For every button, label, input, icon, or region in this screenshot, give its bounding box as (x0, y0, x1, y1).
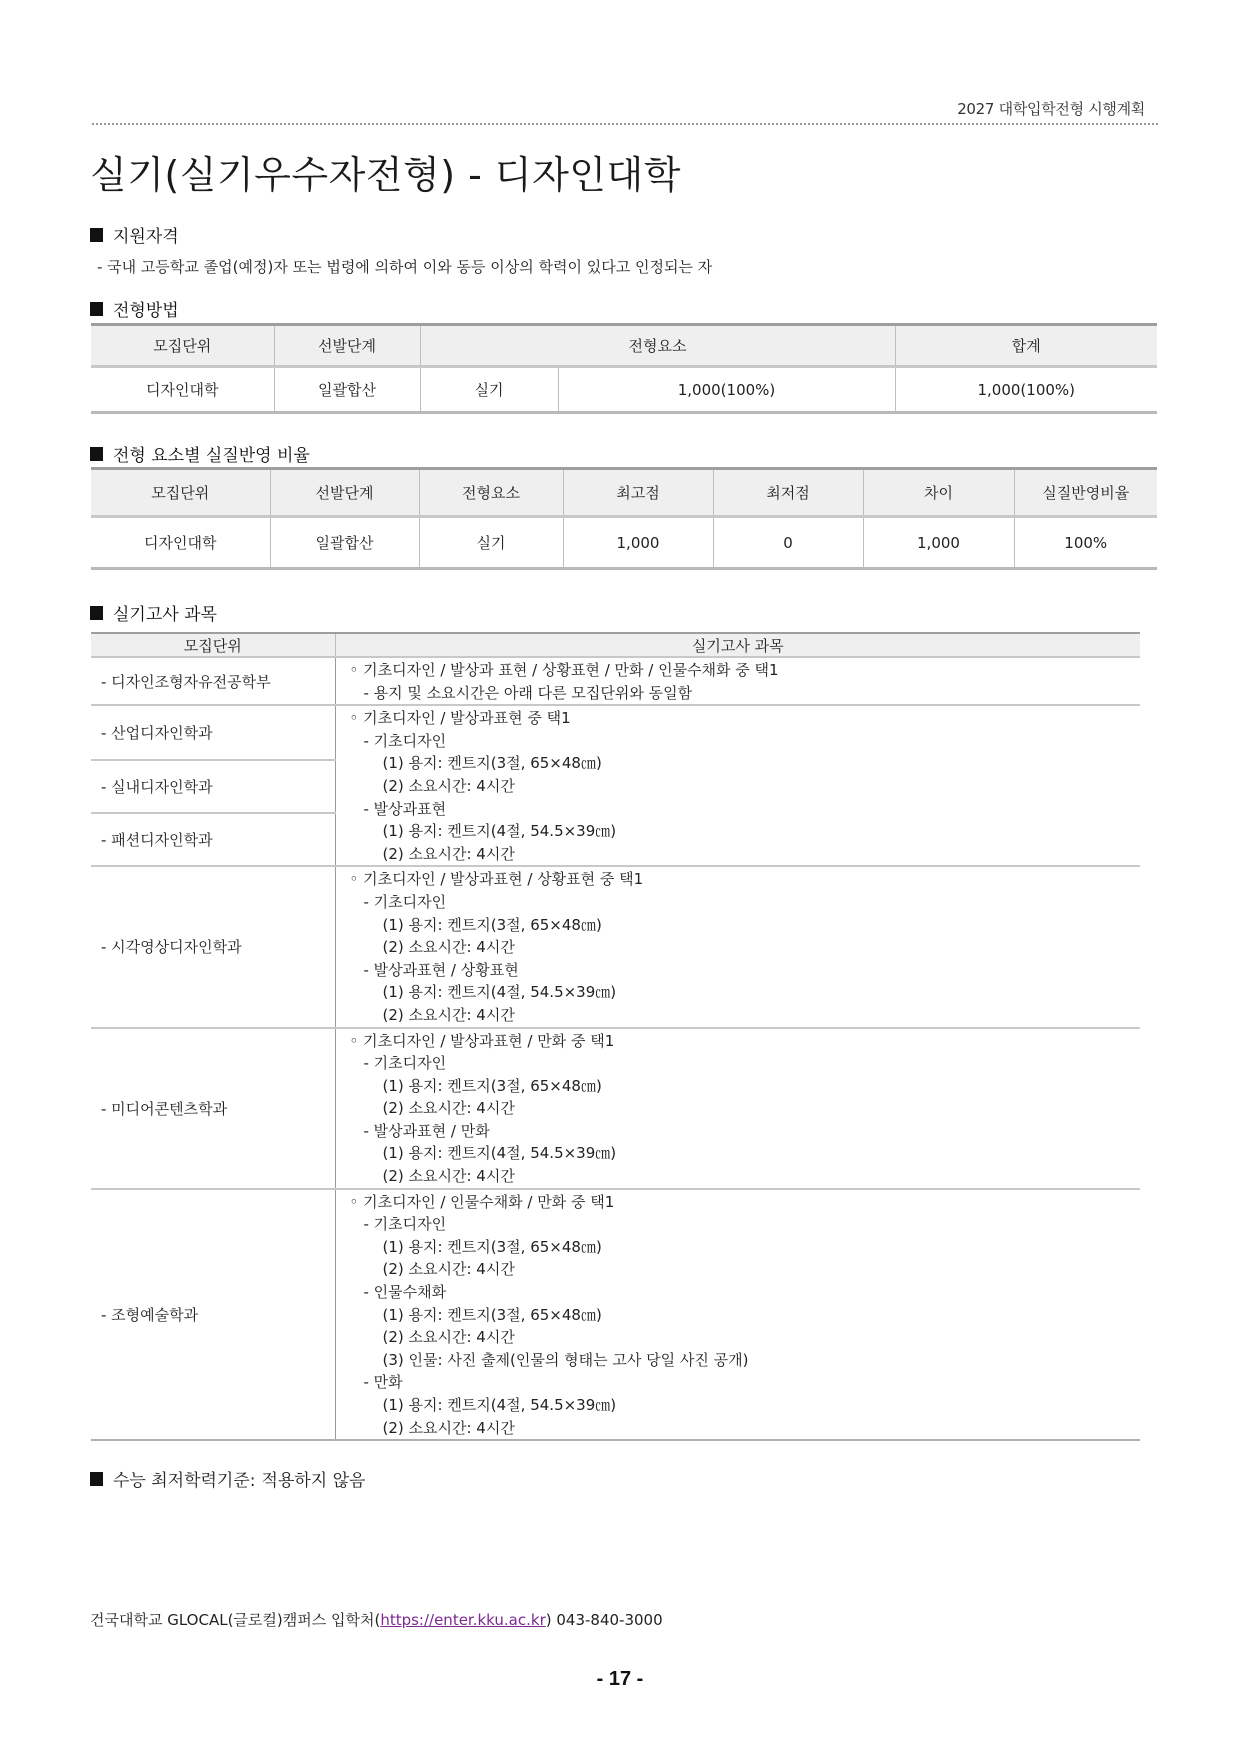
subject-line: - 발상과표현 (363, 799, 447, 818)
subject-line: (1) 용지: 켄트지(3절, 65×48㎝) (382, 1237, 602, 1256)
table-row (91, 866, 1140, 1027)
header-cell: 최저점 (713, 469, 863, 517)
table-header-row (91, 633, 1140, 657)
section-heading-eligibility (90, 222, 179, 247)
section-heading-practical-exam (90, 600, 217, 625)
section-heading-label: 전형 요소별 실질반영 비율 (113, 446, 310, 466)
subject-line: ◦ 기초디자인 / 발상과표현 중 택1 (349, 709, 571, 728)
subject-line: (2) 소요시간: 4시간 (382, 1167, 515, 1186)
cell-subjects (335, 705, 1140, 866)
header-cell: 전형요소 (419, 469, 563, 517)
cell-subjects (335, 1028, 1140, 1189)
subject-line: (1) 용지: 켄트지(3절, 65×48㎝) (382, 1305, 602, 1324)
selection-method-table (91, 323, 1157, 414)
cell-unit: - 실내디자인학과 (91, 760, 335, 813)
footer-org-suffix: ) 043-840-3000 (545, 1611, 663, 1629)
cell-total: 1,000(100%) (895, 367, 1157, 413)
subject-line: (2) 소요시간: 4시간 (382, 844, 515, 863)
table-row (91, 367, 1157, 413)
cell-unit: - 산업디자인학과 (91, 705, 335, 759)
cell-element: 실기 (420, 367, 558, 413)
footer-contact (90, 1609, 663, 1630)
subject-line: (1) 용지: 켄트지(4절, 54.5×39㎝) (382, 822, 617, 841)
subject-line: ◦ 기초디자인 / 발상과표현 / 만화 중 택1 (349, 1031, 615, 1050)
section-heading-label: 실기고사 과목 (113, 605, 217, 625)
cell-unit: - 조형예술학과 (91, 1189, 335, 1441)
subject-line: - 만화 (363, 1373, 403, 1392)
header-cell: 전형요소 (420, 325, 895, 367)
running-header: 2027 대학입학전형 시행계획 (957, 100, 1145, 118)
header-cell: 차이 (863, 469, 1014, 517)
page-title: 실기(실기우수자전형) - 디자인대학 (90, 153, 681, 197)
subject-line: - 인물수채화 (363, 1283, 447, 1302)
table-header-row (91, 325, 1157, 367)
subject-line: - 기초디자인 (363, 731, 447, 750)
table-row (91, 517, 1157, 569)
cell-subjects (335, 1189, 1140, 1441)
header-cell: 모집단위 (91, 325, 274, 367)
black-square-icon (90, 1472, 103, 1486)
cell-subjects (335, 866, 1140, 1027)
table-row (91, 657, 1140, 705)
subject-line: (1) 용지: 켄트지(4절, 54.5×39㎝) (382, 1396, 617, 1414)
table-header-row (91, 469, 1157, 517)
header-cell: 실기고사 과목 (335, 633, 1140, 657)
subject-line: ◦ 기초디자인 / 인물수채화 / 만화 중 택1 (349, 1192, 615, 1211)
header-divider (92, 123, 1158, 125)
cell-unit: - 디자인조형자유전공학부 (91, 657, 335, 705)
cell-min-score: 0 (713, 517, 863, 569)
page-number: - 17 - (596, 1668, 644, 1690)
subject-line: ◦ 기초디자인 / 발상과 표현 / 상황표현 / 만화 / 인물수채화 중 택1 (349, 661, 779, 679)
cell-unit: 디자인대학 (146, 381, 219, 399)
subject-line: - 기초디자인 (363, 892, 447, 911)
header-cell: 최고점 (563, 469, 713, 517)
subject-line: (2) 소요시간: 4시간 (382, 1005, 515, 1024)
section-heading-label: 전형방법 (113, 301, 179, 321)
subject-line: (2) 소요시간: 4시간 (382, 938, 515, 957)
csat-minimum-value: 적용하지 않음 (261, 1471, 366, 1491)
section-heading-effective-ratio (90, 441, 310, 466)
cell-element: 실기 (419, 517, 563, 569)
effective-ratio-table (91, 467, 1157, 570)
section-heading-selection-method (90, 296, 179, 321)
cell-subjects (335, 657, 1140, 705)
black-square-icon (90, 228, 103, 242)
subject-line: (1) 용지: 켄트지(3절, 65×48㎝) (382, 1076, 602, 1095)
subject-line: (3) 인물: 사진 출제(인물의 형태는 고사 당일 사진 공개) (382, 1350, 749, 1369)
section-heading-label: 지원자격 (113, 227, 179, 247)
subject-line: (1) 용지: 켄트지(3절, 65×48㎝) (382, 754, 602, 773)
subject-line: (2) 소요시간: 4시간 (382, 776, 515, 795)
header-cell: 선발단계 (274, 325, 420, 367)
subject-line: - 발상과표현 / 상황표현 (363, 960, 519, 979)
subject-line: - 기초디자인 (363, 1054, 447, 1073)
cell-stage: 일괄합산 (274, 367, 420, 413)
subject-line: (1) 용지: 켄트지(3절, 65×48㎝) (382, 915, 602, 934)
cell-unit: 디자인대학 (144, 534, 217, 552)
subject-line: (2) 소요시간: 4시간 (382, 1260, 515, 1279)
table-row (91, 1189, 1140, 1441)
subject-line: - 발상과표현 / 만화 (363, 1121, 490, 1140)
eligibility-text: - 국내 고등학교 졸업(예정)자 또는 법령에 의하여 이와 동등 이상의 학력이 있다고 인정되는 자 (97, 258, 713, 276)
subject-line: - 기초디자인 (363, 1215, 447, 1234)
csat-minimum-label: 수능 최저학력기준: (113, 1471, 256, 1491)
header-cell: 합계 (895, 325, 1157, 367)
cell-max-score: 1,000 (563, 517, 713, 569)
footer-org-prefix: 건국대학교 GLOCAL(글로컬)캠퍼스 입학처( (90, 1611, 381, 1629)
header-cell: 모집단위 (91, 633, 335, 657)
header-cell: 모집단위 (91, 469, 270, 517)
cell-effective-ratio: 100% (1014, 517, 1157, 569)
black-square-icon (90, 447, 103, 461)
cell-element-score: 1,000(100%) (558, 367, 895, 413)
black-square-icon (90, 302, 103, 316)
practical-exam-table (91, 632, 1140, 1441)
subject-line: (2) 소요시간: 4시간 (382, 1328, 515, 1347)
black-square-icon (90, 606, 103, 620)
header-cell: 실질반영비율 (1014, 469, 1157, 517)
cell-difference: 1,000 (863, 517, 1014, 569)
table-row (91, 705, 1140, 759)
subject-line: (1) 용지: 켄트지(4절, 54.5×39㎝) (382, 1144, 617, 1163)
admissions-website-link[interactable]: https://enter.kku.ac.kr (380, 1611, 546, 1629)
cell-unit: - 패션디자인학과 (91, 813, 335, 866)
subject-line: - 용지 및 소요시간은 아래 다른 모집단위와 동일함 (363, 683, 693, 702)
csat-minimum (90, 1466, 365, 1491)
header-cell: 선발단계 (270, 469, 419, 517)
table-row (91, 1028, 1140, 1189)
cell-unit: - 시각영상디자인학과 (91, 866, 335, 1027)
subject-line: (2) 소요시간: 4시간 (382, 1418, 515, 1437)
subject-line: (1) 용지: 켄트지(4절, 54.5×39㎝) (382, 983, 617, 1002)
cell-stage: 일괄합산 (270, 517, 419, 569)
subject-line: (2) 소요시간: 4시간 (382, 1099, 515, 1118)
subject-line: ◦ 기초디자인 / 발상과표현 / 상황표현 중 택1 (349, 870, 644, 889)
cell-unit: - 미디어콘텐츠학과 (91, 1028, 335, 1189)
